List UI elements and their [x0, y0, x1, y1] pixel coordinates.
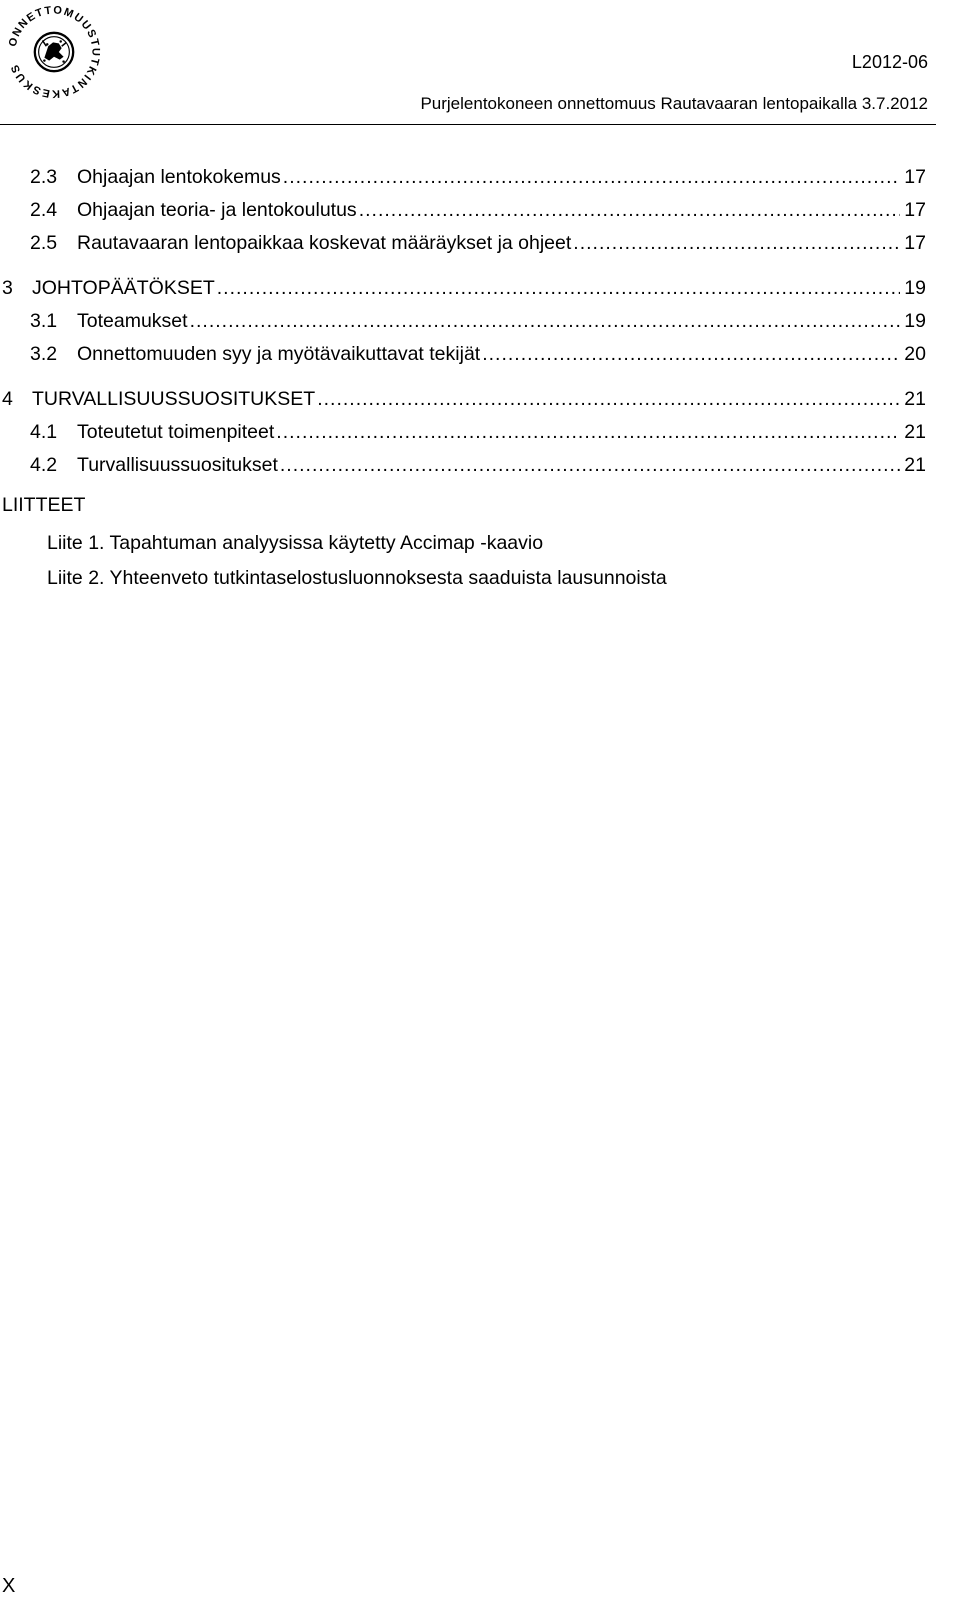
toc-number: 2.5: [30, 232, 58, 254]
header-divider: [0, 124, 936, 125]
toc-row[interactable]: [30, 232, 926, 260]
toc-label: Rautavaaran lentopaikkaa koskevat määräykset ja ohjeet: [77, 232, 572, 254]
toc-leader: [482, 343, 900, 366]
toc-page: 21: [904, 388, 926, 410]
appendix-item[interactable]: Liite 1. Tapahtuman analyysissa käytetty Accimap -kaavio: [47, 532, 544, 554]
toc-row[interactable]: [30, 310, 926, 338]
toc-number: 3: [2, 277, 13, 299]
toc-label: Toteutetut toimenpiteet: [77, 421, 275, 443]
toc-page: 17: [904, 166, 926, 188]
toc-row[interactable]: [30, 166, 926, 194]
toc-row[interactable]: [30, 454, 926, 482]
toc-page: 20: [904, 343, 926, 365]
toc-number: 4: [2, 388, 13, 410]
page-number: X: [2, 1575, 16, 1597]
toc-label: JOHTOPÄÄTÖKSET: [32, 277, 215, 299]
toc-number: 4.2: [30, 454, 58, 476]
toc-leader: [359, 199, 901, 222]
toc-page: 19: [904, 277, 926, 299]
toc-number: 2.4: [30, 199, 58, 221]
toc-leader: [190, 310, 901, 333]
toc-leader: [317, 388, 900, 411]
toc-row[interactable]: [30, 343, 926, 371]
agency-seal-logo: [6, 4, 102, 100]
toc-label: Ohjaajan lentokokemus: [77, 166, 281, 188]
report-code: L2012-06: [851, 52, 928, 72]
toc-row[interactable]: [2, 388, 926, 416]
appendix-item[interactable]: Liite 2. Yhteenveto tutkintaselostusluonnoksesta saaduista lausunnoista: [47, 567, 667, 589]
appendices-heading: LIITTEET: [2, 494, 86, 516]
toc-page: 21: [904, 421, 926, 443]
toc-label: Onnettomuuden syy ja myötävaikuttavat tekijät: [77, 343, 481, 365]
toc-number: 4.1: [30, 421, 58, 443]
toc-page: 21: [904, 454, 926, 476]
toc-label: Turvallisuussuositukset: [77, 454, 278, 476]
toc-row[interactable]: [30, 199, 926, 227]
toc-leader: [280, 454, 900, 477]
toc-number: 3.2: [30, 343, 58, 365]
toc-number: 2.3: [30, 166, 58, 188]
toc-leader: [283, 166, 901, 189]
svg-text:ONNETTOMUUSTUTKINTAKESKUS: ONNETTOMUUSTUTKINTAKESKUS: [6, 4, 102, 100]
report-title: Purjelentokoneen onnettomuus Rautavaaran lentopaikalla 3.7.2012: [420, 94, 928, 113]
toc-leader: [276, 421, 900, 444]
toc-page: 19: [904, 310, 926, 332]
toc-label: TURVALLISUUSSUOSITUKSET: [32, 388, 316, 410]
toc-leader: [217, 277, 901, 300]
toc-page: 17: [904, 232, 926, 254]
toc-row[interactable]: [2, 277, 926, 305]
toc-page: 17: [904, 199, 926, 221]
toc-row[interactable]: [30, 421, 926, 449]
toc-label: Ohjaajan teoria- ja lentokoulutus: [77, 199, 357, 221]
toc-leader: [573, 232, 900, 255]
toc-label: Toteamukset: [77, 310, 188, 332]
toc-number: 3.1: [30, 310, 58, 332]
